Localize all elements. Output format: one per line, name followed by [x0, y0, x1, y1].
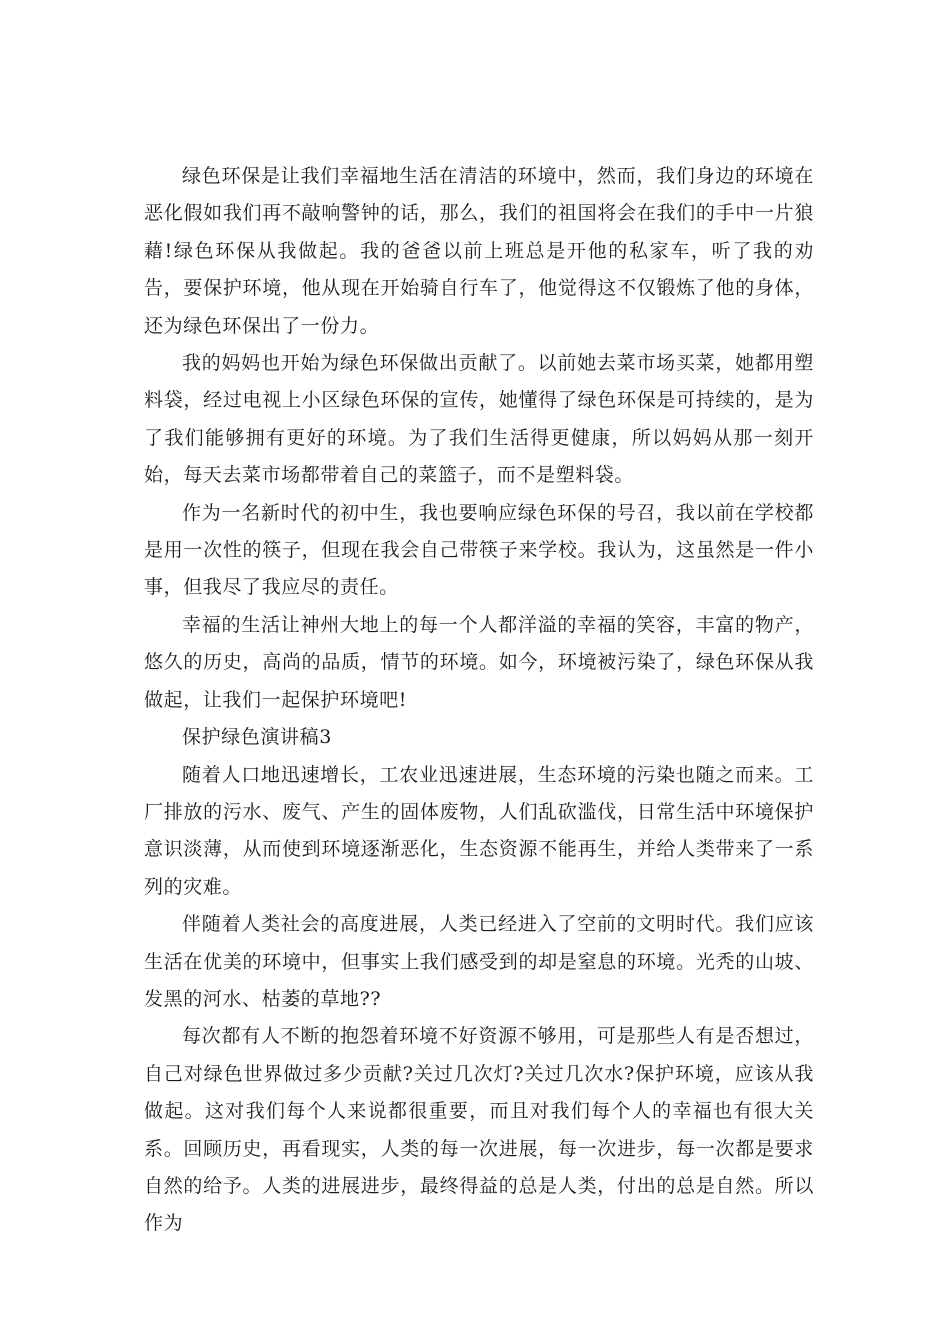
section-heading: 保护绿色演讲稿3: [182, 726, 332, 749]
paragraph-complaints: 每次都有人不断的抱怨着环境不好资源不够用，可是那些人有是否想过，自己对绿色世界做过多少贡献?关过几次灯?关过几次水?保护环境，应该从我做起。这对我们每个人来说都很重要，而且对我们每个人的幸福也有很大关系。回顾历史，再看现实，人类的每一次进展，每一次进步，每一次都是要求自然的给予。人类的进展进步，最终得益的总是人类，付出的总是自然。所以作为: [144, 1025, 814, 1235]
paragraph-student: 作为一名新时代的初中生，我也要响应绿色环保的号召，我以前在学校都是用一次性的筷子，但现在我会自己带筷子来学校。我认为，这虽然是一件小事，但我尽了我应尽的责任。: [144, 501, 814, 599]
paragraph-civilization: 伴随着人类社会的高度进展，人类已经进入了空前的文明时代。我们应该生活在优美的环境中，但事实上我们感受到的却是窒息的环境。光秃的山坡、发黑的河水、枯萎的草地??: [144, 913, 814, 1010]
paragraph-green-protection-intro: 绿色环保是让我们幸福地生活在清洁的环境中，然而，我们身边的环境在恶化假如我们再不敲响警钟的话，那么，我们的祖国将会在我们的手中一片狼藉!绿色环保从我做起。我的爸爸以前上班总是开他的私家车，听了我的劝告，要保护环境，他从现在开始骑自行车了，他觉得这不仅锻炼了他的身体，还为绿色环保出了一份力。: [144, 165, 814, 337]
document-body: [144, 158, 814, 1243]
paragraph-mother: 我的妈妈也开始为绿色环保做出贡献了。以前她去菜市场买菜，她都用塑料袋，经过电视上小区绿色环保的宣传，她懂得了绿色环保是可持续的，是为了我们能够拥有更好的环境。为了我们生活得更健康，所以妈妈从那一刻开始，每天去菜市场都带着自己的菜篮子，而不是塑料袋。: [144, 352, 814, 487]
paragraph-happy-life: 幸福的生活让神州大地上的每一个人都洋溢的幸福的笑容，丰富的物产，悠久的历史，高尚的品质，情节的环境。如今，环境被污染了，绿色环保从我做起，让我们一起保护环境吧!: [144, 613, 814, 711]
paragraph-population-growth: 随着人口地迅速增长，工农业迅速进展，生态环境的污染也随之而来。工厂排放的污水、废气、产生的固体废物，人们乱砍滥伐，日常生活中环境保护意识淡薄，从而使到环境逐渐恶化，生态资源不能再生，并给人类带来了一系列的灾难。: [144, 763, 814, 898]
